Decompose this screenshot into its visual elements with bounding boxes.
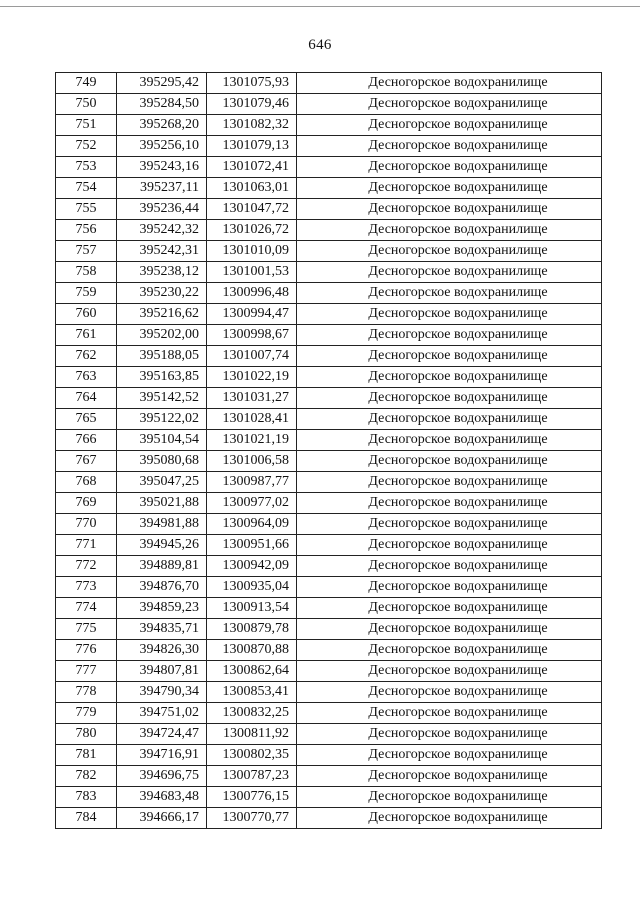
point-number-cell: 761: [56, 325, 117, 346]
table-row: [56, 409, 602, 430]
point-number-cell: 756: [56, 220, 117, 241]
point-number-cell: 777: [56, 661, 117, 682]
y-coordinate-cell: 1300776,15: [207, 787, 297, 808]
water-body-name-cell: Десногорское водохранилище: [297, 430, 602, 451]
point-number-cell: 764: [56, 388, 117, 409]
water-body-name-cell: Десногорское водохранилище: [297, 178, 602, 199]
coordinates-table-body: [56, 73, 602, 829]
water-body-name-cell: Десногорское водохранилище: [297, 598, 602, 619]
y-coordinate-cell: 1301082,32: [207, 115, 297, 136]
table-row: [56, 430, 602, 451]
y-coordinate-cell: 1300879,78: [207, 619, 297, 640]
y-coordinate-cell: 1300770,77: [207, 808, 297, 829]
x-coordinate-cell: 395242,31: [117, 241, 207, 262]
y-coordinate-cell: 1301026,72: [207, 220, 297, 241]
water-body-name-cell: Десногорское водохранилище: [297, 619, 602, 640]
point-number-cell: 755: [56, 199, 117, 220]
y-coordinate-cell: 1300935,04: [207, 577, 297, 598]
x-coordinate-cell: 394807,81: [117, 661, 207, 682]
y-coordinate-cell: 1300994,47: [207, 304, 297, 325]
y-coordinate-cell: 1300964,09: [207, 514, 297, 535]
point-number-cell: 779: [56, 703, 117, 724]
table-row: [56, 682, 602, 703]
point-number-cell: 776: [56, 640, 117, 661]
water-body-name-cell: Десногорское водохранилище: [297, 703, 602, 724]
water-body-name-cell: Десногорское водохранилище: [297, 577, 602, 598]
table-row: [56, 598, 602, 619]
point-number-cell: 775: [56, 619, 117, 640]
water-body-name-cell: Десногорское водохранилище: [297, 136, 602, 157]
table-row: [56, 94, 602, 115]
x-coordinate-cell: 394826,30: [117, 640, 207, 661]
point-number-cell: 752: [56, 136, 117, 157]
water-body-name-cell: Десногорское водохранилище: [297, 556, 602, 577]
table-row: [56, 73, 602, 94]
x-coordinate-cell: 394666,17: [117, 808, 207, 829]
x-coordinate-cell: 394716,91: [117, 745, 207, 766]
point-number-cell: 757: [56, 241, 117, 262]
y-coordinate-cell: 1300996,48: [207, 283, 297, 304]
x-coordinate-cell: 395047,25: [117, 472, 207, 493]
water-body-name-cell: Десногорское водохранилище: [297, 451, 602, 472]
x-coordinate-cell: 395236,44: [117, 199, 207, 220]
x-coordinate-cell: 395256,10: [117, 136, 207, 157]
y-coordinate-cell: 1300811,92: [207, 724, 297, 745]
table-row: [56, 787, 602, 808]
water-body-name-cell: Десногорское водохранилище: [297, 766, 602, 787]
water-body-name-cell: Десногорское водохранилище: [297, 514, 602, 535]
table-row: [56, 514, 602, 535]
table-row: [56, 619, 602, 640]
x-coordinate-cell: 394981,88: [117, 514, 207, 535]
y-coordinate-cell: 1300853,41: [207, 682, 297, 703]
table-row: [56, 199, 602, 220]
point-number-cell: 780: [56, 724, 117, 745]
table-row: [56, 388, 602, 409]
table-row: [56, 724, 602, 745]
x-coordinate-cell: 395122,02: [117, 409, 207, 430]
table-row: [56, 808, 602, 829]
point-number-cell: 783: [56, 787, 117, 808]
table-row: [56, 325, 602, 346]
x-coordinate-cell: 394889,81: [117, 556, 207, 577]
water-body-name-cell: Десногорское водохранилище: [297, 241, 602, 262]
y-coordinate-cell: 1301022,19: [207, 367, 297, 388]
table-row: [56, 493, 602, 514]
water-body-name-cell: Десногорское водохранилище: [297, 199, 602, 220]
water-body-name-cell: Десногорское водохранилище: [297, 115, 602, 136]
x-coordinate-cell: 395216,62: [117, 304, 207, 325]
x-coordinate-cell: 395230,22: [117, 283, 207, 304]
x-coordinate-cell: 394876,70: [117, 577, 207, 598]
x-coordinate-cell: 395268,20: [117, 115, 207, 136]
table-row: [56, 451, 602, 472]
x-coordinate-cell: 395021,88: [117, 493, 207, 514]
x-coordinate-cell: 394683,48: [117, 787, 207, 808]
water-body-name-cell: Десногорское водохранилище: [297, 304, 602, 325]
table-row: [56, 178, 602, 199]
x-coordinate-cell: 395188,05: [117, 346, 207, 367]
point-number-cell: 766: [56, 430, 117, 451]
y-coordinate-cell: 1300951,66: [207, 535, 297, 556]
table-row: [56, 241, 602, 262]
point-number-cell: 768: [56, 472, 117, 493]
y-coordinate-cell: 1301007,74: [207, 346, 297, 367]
x-coordinate-cell: 395242,32: [117, 220, 207, 241]
point-number-cell: 758: [56, 262, 117, 283]
table-row: [56, 661, 602, 682]
x-coordinate-cell: 394724,47: [117, 724, 207, 745]
y-coordinate-cell: 1300913,54: [207, 598, 297, 619]
table-row: [56, 556, 602, 577]
water-body-name-cell: Десногорское водохранилище: [297, 535, 602, 556]
table-row: [56, 220, 602, 241]
water-body-name-cell: Десногорское водохранилище: [297, 409, 602, 430]
y-coordinate-cell: 1300977,02: [207, 493, 297, 514]
point-number-cell: 781: [56, 745, 117, 766]
x-coordinate-cell: 395202,00: [117, 325, 207, 346]
y-coordinate-cell: 1300832,25: [207, 703, 297, 724]
water-body-name-cell: Десногорское водохранилище: [297, 157, 602, 178]
water-body-name-cell: Десногорское водохранилище: [297, 94, 602, 115]
point-number-cell: 773: [56, 577, 117, 598]
x-coordinate-cell: 395284,50: [117, 94, 207, 115]
table-row: [56, 577, 602, 598]
y-coordinate-cell: 1301079,13: [207, 136, 297, 157]
point-number-cell: 772: [56, 556, 117, 577]
x-coordinate-cell: 395163,85: [117, 367, 207, 388]
table-row: [56, 157, 602, 178]
point-number-cell: 763: [56, 367, 117, 388]
point-number-cell: 753: [56, 157, 117, 178]
point-number-cell: 750: [56, 94, 117, 115]
water-body-name-cell: Десногорское водохранилище: [297, 283, 602, 304]
y-coordinate-cell: 1301031,27: [207, 388, 297, 409]
table-row: [56, 472, 602, 493]
scan-top-edge: [0, 6, 640, 7]
x-coordinate-cell: 394859,23: [117, 598, 207, 619]
x-coordinate-cell: 395104,54: [117, 430, 207, 451]
point-number-cell: 754: [56, 178, 117, 199]
water-body-name-cell: Десногорское водохранилище: [297, 682, 602, 703]
y-coordinate-cell: 1301075,93: [207, 73, 297, 94]
table-row: [56, 745, 602, 766]
water-body-name-cell: Десногорское водохранилище: [297, 346, 602, 367]
water-body-name-cell: Десногорское водохранилище: [297, 787, 602, 808]
water-body-name-cell: Десногорское водохранилище: [297, 808, 602, 829]
water-body-name-cell: Десногорское водохранилище: [297, 262, 602, 283]
x-coordinate-cell: 394790,34: [117, 682, 207, 703]
table-row: [56, 703, 602, 724]
x-coordinate-cell: 394751,02: [117, 703, 207, 724]
point-number-cell: 769: [56, 493, 117, 514]
point-number-cell: 778: [56, 682, 117, 703]
water-body-name-cell: Десногорское водохранилище: [297, 724, 602, 745]
water-body-name-cell: Десногорское водохранилище: [297, 367, 602, 388]
table-row: [56, 304, 602, 325]
point-number-cell: 759: [56, 283, 117, 304]
y-coordinate-cell: 1301028,41: [207, 409, 297, 430]
point-number-cell: 782: [56, 766, 117, 787]
water-body-name-cell: Десногорское водохранилище: [297, 640, 602, 661]
table-row: [56, 262, 602, 283]
table-row: [56, 367, 602, 388]
y-coordinate-cell: 1300987,77: [207, 472, 297, 493]
y-coordinate-cell: 1301079,46: [207, 94, 297, 115]
y-coordinate-cell: 1301010,09: [207, 241, 297, 262]
table-row: [56, 346, 602, 367]
x-coordinate-cell: 395237,11: [117, 178, 207, 199]
water-body-name-cell: Десногорское водохранилище: [297, 325, 602, 346]
water-body-name-cell: Десногорское водохранилище: [297, 220, 602, 241]
point-number-cell: 767: [56, 451, 117, 472]
point-number-cell: 751: [56, 115, 117, 136]
point-number-cell: 770: [56, 514, 117, 535]
x-coordinate-cell: 394945,26: [117, 535, 207, 556]
point-number-cell: 784: [56, 808, 117, 829]
x-coordinate-cell: 395295,42: [117, 73, 207, 94]
water-body-name-cell: Десногорское водохранилище: [297, 472, 602, 493]
y-coordinate-cell: 1301063,01: [207, 178, 297, 199]
x-coordinate-cell: 394696,75: [117, 766, 207, 787]
point-number-cell: 771: [56, 535, 117, 556]
y-coordinate-cell: 1301021,19: [207, 430, 297, 451]
y-coordinate-cell: 1301006,58: [207, 451, 297, 472]
y-coordinate-cell: 1300870,88: [207, 640, 297, 661]
table-row: [56, 115, 602, 136]
x-coordinate-cell: 395243,16: [117, 157, 207, 178]
point-number-cell: 765: [56, 409, 117, 430]
water-body-name-cell: Десногорское водохранилище: [297, 745, 602, 766]
y-coordinate-cell: 1300942,09: [207, 556, 297, 577]
point-number-cell: 749: [56, 73, 117, 94]
table-row: [56, 640, 602, 661]
water-body-name-cell: Десногорское водохранилище: [297, 493, 602, 514]
table-row: [56, 283, 602, 304]
point-number-cell: 762: [56, 346, 117, 367]
x-coordinate-cell: 394835,71: [117, 619, 207, 640]
point-number-cell: 760: [56, 304, 117, 325]
y-coordinate-cell: 1300802,35: [207, 745, 297, 766]
table-row: [56, 535, 602, 556]
y-coordinate-cell: 1300998,67: [207, 325, 297, 346]
y-coordinate-cell: 1300862,64: [207, 661, 297, 682]
point-number-cell: 774: [56, 598, 117, 619]
x-coordinate-cell: 395080,68: [117, 451, 207, 472]
table-row: [56, 766, 602, 787]
coordinates-table: [55, 72, 602, 829]
y-coordinate-cell: 1301072,41: [207, 157, 297, 178]
water-body-name-cell: Десногорское водохранилище: [297, 661, 602, 682]
table-row: [56, 136, 602, 157]
y-coordinate-cell: 1300787,23: [207, 766, 297, 787]
water-body-name-cell: Десногорское водохранилище: [297, 388, 602, 409]
water-body-name-cell: Десногорское водохранилище: [297, 73, 602, 94]
y-coordinate-cell: 1301001,53: [207, 262, 297, 283]
x-coordinate-cell: 395238,12: [117, 262, 207, 283]
x-coordinate-cell: 395142,52: [117, 388, 207, 409]
y-coordinate-cell: 1301047,72: [207, 199, 297, 220]
page-number: 646: [308, 37, 332, 53]
